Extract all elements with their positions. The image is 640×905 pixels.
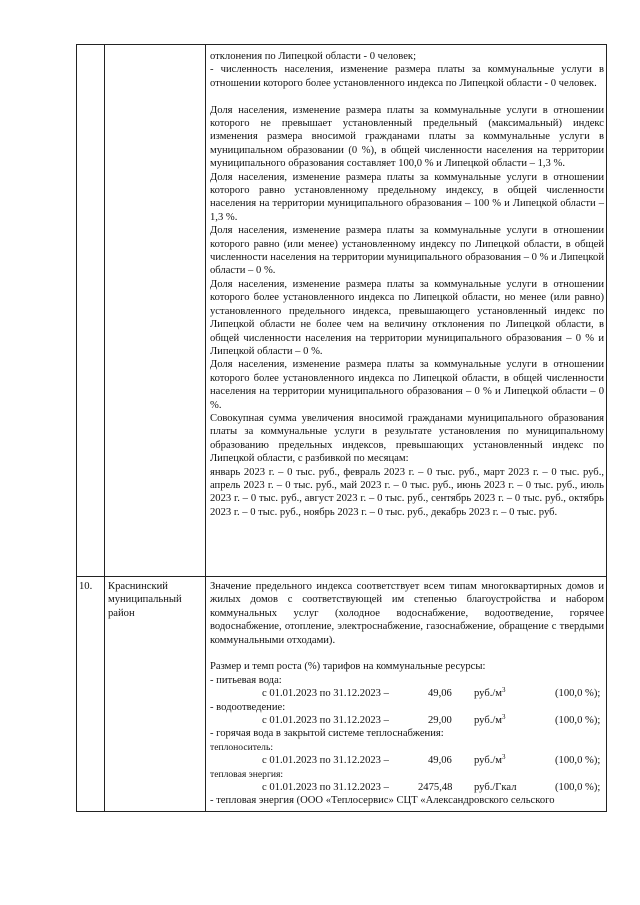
tariff-unit	[474, 714, 506, 727]
tariff-unit-text: руб./Гкал	[474, 782, 517, 794]
table-border-left	[76, 44, 77, 812]
tariff-period: с 01.01.2023 по 31.12.2023 –	[262, 755, 389, 767]
tariff-label-heat-energy: тепловая энергия:	[210, 768, 284, 780]
tariff-label-water: - питьевая вода:	[210, 674, 282, 686]
text-paragraph: - численность населения, изменение размера платы за коммунальные услуги в отношении которого более установленного индекса по Липецкой области - 0 человек.	[210, 64, 604, 89]
tariff-value: 29,00	[428, 715, 452, 727]
tariff-unit	[474, 754, 506, 767]
tariff-percent: (100,0 %);	[555, 715, 601, 727]
tariff-unit-text: руб./м	[474, 715, 502, 727]
text-paragraph: Совокупная сумма увеличения вносимой гражданами муниципального образования платы за коммунальные услуги в результате установления по муниципальному образованию предельных индексов, превышающих установленный индекс по Липецкой области, с разбивкой по месяцам:	[210, 412, 604, 465]
tariffs-heading: Размер и темп роста (%) тарифов на коммунальные ресурсы:	[210, 661, 486, 673]
text-paragraph: Доля населения, изменение размера платы за коммунальные услуги в отношении которого более установленного индекса по Липецкой области, но менее (или равно) установленного предельного индекса, превышающего установленный индекс по Липецкой области не более чем на величину отклонения по Липецкой области, в общей численности населения на территории муниципального образования – 0 % и Липецкой области – 0 %.	[210, 278, 604, 357]
tariff-period: с 01.01.2023 по 31.12.2023 –	[262, 782, 389, 794]
row-divider	[76, 576, 607, 577]
tariff-label-drainage: - водоотведение:	[210, 701, 286, 713]
row-number: 10.	[79, 581, 93, 592]
text-line: - тепловая энергия (ООО «Теплосервис» СЦТ «Александровского сельского	[210, 795, 555, 807]
tariff-row	[210, 714, 604, 727]
row10-content	[210, 580, 604, 808]
tariff-row	[210, 754, 604, 767]
text-paragraph: Значение предельного индекса соответствует всем типам многоквартирных домов и жилых домов с соответствующей им степенью благоустройства и набором коммунальных услуг (холодное водоснабжение, водоотведение, горячее водоснабжение, отопление, электроснабжение, газоснабжение, обращение с твердыми коммунальными отходами).	[210, 581, 604, 646]
column-divider-1	[104, 44, 105, 812]
text-line: отклонения по Липецкой области - 0 человек;	[210, 51, 417, 62]
tariff-value: 2475,48	[418, 782, 453, 794]
tariff-unit-sup: 3	[502, 686, 506, 695]
table-border-right	[606, 44, 607, 812]
tariff-unit-text: руб./м	[474, 688, 502, 700]
table-bottom-border	[76, 811, 607, 812]
tariff-label-hot-water: - горячая вода в закрытой системе теплоснабжения:	[210, 728, 444, 740]
table-top-border	[76, 44, 607, 45]
tariff-period: с 01.01.2023 по 31.12.2023 –	[262, 688, 389, 700]
tariff-percent: (100,0 %);	[555, 688, 601, 700]
continued-row-text	[210, 50, 604, 519]
tariff-unit-sup: 3	[502, 753, 506, 762]
tariff-row	[210, 781, 604, 794]
tariff-unit-text: руб./м	[474, 755, 502, 767]
column-divider-2	[205, 44, 206, 812]
monthly-breakdown: январь 2023 г. – 0 тыс. руб., февраль 2023 г. – 0 тыс. руб., март 2023 г. – 0 тыс. руб., апрель 2023 г. – 0 тыс. руб., май 2023 г. – 0 тыс. руб., июнь 2023 г. – 0 тыс. руб., июль 2023 г. – 0 тыс. руб., август 2023 г. – 0 тыс. руб., сентябрь 2023 г. – 0 тыс. руб., октябрь 2023 г. – 0 тыс. руб., ноябрь 2023 г. – 0 тыс. руб., декабрь 2023 г. – 0 тыс. руб.	[210, 466, 604, 518]
tariff-label-heat-carrier: теплоноситель:	[210, 741, 274, 753]
tariff-row	[210, 687, 604, 700]
tariff-value: 49,06	[428, 755, 452, 767]
text-paragraph: Доля населения, изменение размера платы за коммунальные услуги в отношении которого не превышает установленный предельный (максимальный) индекс изменения размера вносимой гражданами платы за коммунальные услуги в муниципальном образовании (0 %), в общей численности населения на территории муниципального образования составляет 100,0 % и Липецкой области – 1,3 %.	[210, 104, 604, 170]
tariff-unit-sup: 3	[502, 713, 506, 722]
text-paragraph: Доля населения, изменение размера платы за коммунальные услуги в отношении которого более установленного индекса по Липецкой области, в общей численности населения на территории муниципального образования – 0 % и Липецкой области – 0 %.	[210, 359, 604, 411]
tariff-unit	[474, 781, 517, 794]
district-name: Краснинский муниципальный район	[108, 581, 182, 619]
data-table	[76, 44, 607, 812]
tariff-value: 49,06	[428, 688, 452, 700]
tariff-unit	[474, 687, 506, 700]
text-paragraph: Доля населения, изменение размера платы за коммунальные услуги в отношении которого равно установленному предельному индексу, в общей численности населения на территории муниципального образования – 100 % и Липецкой области – 1,3 %.	[210, 171, 604, 223]
tariff-percent: (100,0 %);	[555, 755, 601, 767]
tariff-percent: (100,0 %);	[555, 782, 601, 794]
tariff-period: с 01.01.2023 по 31.12.2023 –	[262, 715, 389, 727]
text-paragraph: Доля населения, изменение размера платы за коммунальные услуги в отношении которого равно (или менее) установленному индексу по Липецкой области, в общей численности населения на территории муниципального образования – 0 % и Липецкой области – 0 %.	[210, 225, 604, 277]
